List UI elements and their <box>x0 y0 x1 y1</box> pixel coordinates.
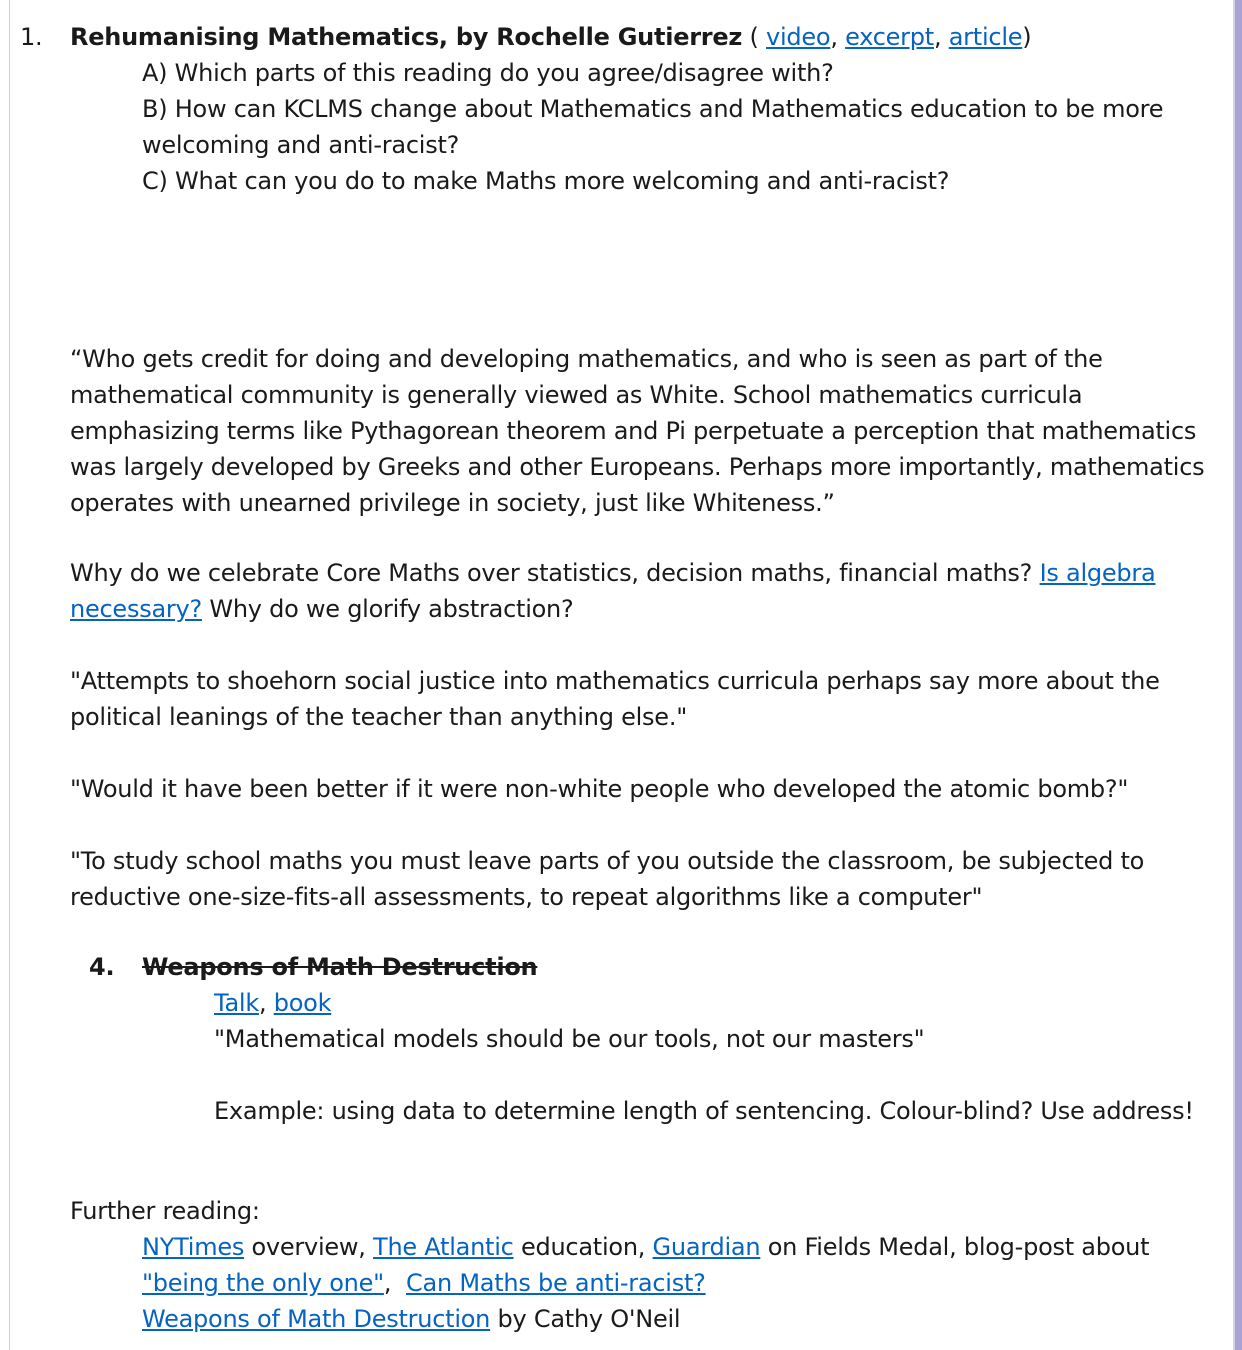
guardian-link[interactable]: Guardian <box>652 1233 761 1261</box>
question-a: A) Which parts of this reading do you agree/disagree with? <box>142 59 834 87</box>
section4-example: Example: using data to determine length of sentencing. Colour-blind? Use address! <box>214 1097 1194 1125</box>
quote1-line: operates with unearned privilege in society, just like Whiteness.” <box>70 489 835 517</box>
further-text: overview, <box>244 1233 374 1261</box>
celebrate-text: Why do we glorify abstraction? <box>201 595 574 623</box>
question-b-continued: welcoming and anti-racist? <box>142 131 460 159</box>
comma: , <box>830 23 846 51</box>
further-reading-line <box>142 1232 1149 1262</box>
comma: , <box>258 989 274 1017</box>
further-text: education, <box>513 1233 653 1261</box>
question-c: C) What can you do to make Maths more welcoming and anti-racist? <box>142 167 950 195</box>
section1-heading <box>70 22 1031 52</box>
section4-links <box>214 988 331 1018</box>
quote2-line: "Attempts to shoehorn social justice into mathematics curricula perhaps say more about the <box>70 667 1160 695</box>
list-number <box>20 22 42 52</box>
excerpt-link[interactable]: excerpt <box>845 23 934 51</box>
article-link[interactable]: article <box>948 23 1023 51</box>
section4-heading <box>142 952 537 982</box>
quote1-line: was largely developed by Greeks and other Europeans. Perhaps more importantly, mathematics <box>70 453 1205 481</box>
section1-title: Rehumanising Mathematics, by Rochelle Gutierrez <box>70 23 743 51</box>
celebrate-line <box>70 558 1155 588</box>
further-text: on Fields Medal, blog-post about <box>760 1233 1150 1261</box>
talk-link[interactable]: Talk <box>214 989 259 1017</box>
further-text: by Cathy O'Neil <box>490 1305 681 1333</box>
quote2-line: political leanings of the teacher than anything else." <box>70 703 687 731</box>
quote1-line: mathematical community is generally viewed as White. School mathematics curricula <box>70 381 1083 409</box>
quote4-line: "To study school maths you must leave parts of you outside the classroom, be subjected to <box>70 847 1145 875</box>
further-reading-line <box>142 1268 706 1298</box>
quote1-line: emphasizing terms like Pythagorean theorem and Pi perpetuate a perception that mathematics <box>70 417 1197 445</box>
wmd-link[interactable]: Weapons of Math Destruction <box>142 1305 491 1333</box>
scrollbar-edge[interactable] <box>1233 0 1242 1350</box>
further-text: , <box>383 1269 407 1297</box>
quote3-line: "Would it have been better if it were non-white people who developed the atomic bomb?" <box>70 775 1129 803</box>
section1-number: 1. <box>20 23 43 51</box>
algebra-link-continued[interactable]: necessary? <box>70 595 202 623</box>
further-reading-line <box>142 1304 680 1334</box>
further-reading-heading: Further reading: <box>70 1197 260 1225</box>
celebrate-text: Why do we celebrate Core Maths over statistics, decision maths, financial maths? <box>70 559 1040 587</box>
only-one-link[interactable]: "being the only one" <box>142 1269 384 1297</box>
celebrate-line <box>70 594 574 624</box>
video-link[interactable]: video <box>766 23 831 51</box>
book-link[interactable]: book <box>273 989 332 1017</box>
quote4-line: reductive one-size-fits-all assessments, to repeat algorithms like a computer" <box>70 883 983 911</box>
nytimes-link[interactable]: NYTimes <box>142 1233 245 1261</box>
comma: , <box>933 23 949 51</box>
section4-number: 4. <box>89 953 115 981</box>
paren-open: ( <box>742 23 767 51</box>
quote1-line: “Who gets credit for doing and developing mathematics, and who is seen as part of the <box>70 345 1103 373</box>
atlantic-link[interactable]: The Atlantic <box>373 1233 514 1261</box>
section4-title: Weapons of Math Destruction <box>142 953 538 981</box>
anti-racist-link[interactable]: Can Maths be anti-racist? <box>406 1269 706 1297</box>
question-b: B) How can KCLMS change about Mathematics and Mathematics education to be more <box>142 95 1164 123</box>
paren-close: ) <box>1022 23 1032 51</box>
algebra-link[interactable]: Is algebra <box>1039 559 1156 587</box>
section4-quote: "Mathematical models should be our tools, not our masters" <box>214 1025 925 1053</box>
